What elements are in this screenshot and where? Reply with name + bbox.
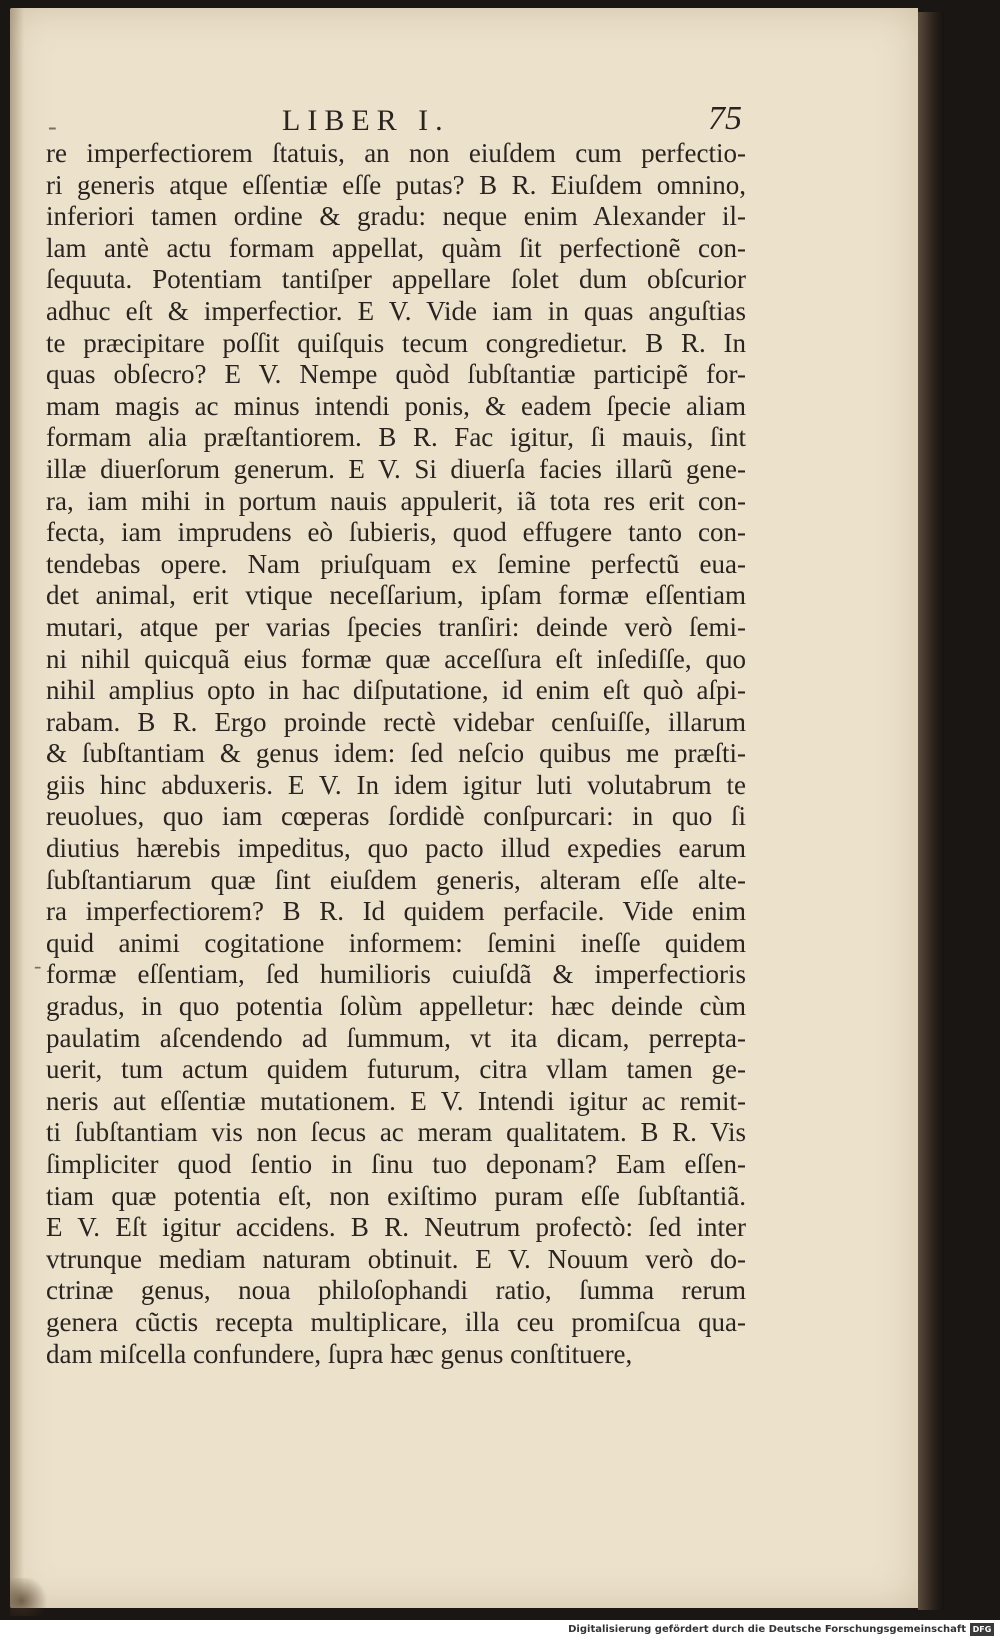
text-line: quid animi cogitatione informem: ſemini ineſſe quidem bbox=[46, 927, 746, 958]
dfg-logo: DFG bbox=[970, 1623, 994, 1636]
text-line: reuolues, quo iam cœperas ſordidè conſpurcari: in quo ſi bbox=[46, 801, 746, 832]
body-text bbox=[46, 138, 746, 1370]
text-line: dam miſcella confundere, ſupra hæc genus conſtituere, bbox=[46, 1338, 633, 1369]
text-line: ra imperfectiorem? B R. Id quidem perfacile. Vide enim bbox=[46, 896, 746, 927]
text-line: fecta, iam imprudens eò ſubieris, quod effugere tanto con- bbox=[46, 517, 746, 548]
text-line: uerit, tum actum quidem futurum, citra vllam tamen ge- bbox=[46, 1054, 746, 1085]
running-header bbox=[42, 100, 742, 140]
text-line: & ſubſtantiam & genus idem: ſed neſcio quibus me præſti- bbox=[46, 738, 746, 769]
page-number: 75 bbox=[708, 100, 742, 137]
text-line: gradus, in quo potentia ſolùm appelletur: hæc deinde cùm bbox=[46, 991, 746, 1022]
text-line: illæ diuerſorum generum. E V. Si diuerſa facies illarũ gene- bbox=[46, 453, 746, 484]
text-line: paulatim aſcendendo ad ſummum, vt ita dicam, perrepta- bbox=[46, 1022, 746, 1053]
text-line: nihil amplius opto in hac diſputatione, id enim eſt quò aſpi- bbox=[46, 675, 746, 706]
text-line: inferiori tamen ordine & gradu: neque enim Alexander il- bbox=[46, 201, 746, 232]
text-line: ſimpliciter quod ſentio in ſinu tuo deponam? Eam eſſen- bbox=[46, 1149, 746, 1179]
book-page bbox=[10, 8, 918, 1608]
text-line: formam alia præſtantiorem. B R. Fac igitur, ſi mauis, ſint bbox=[46, 422, 746, 453]
text-line: ſubſtantiarum quæ ſint eiuſdem generis, alteram eſſe alte- bbox=[46, 864, 746, 895]
text-line: vtrunque mediam naturam obtinuit. E V. Nouum verò do- bbox=[46, 1243, 746, 1274]
footer-bar bbox=[0, 1620, 1000, 1643]
text-line: ſequuta. Potentiam tantiſper appellare ſolet dum obſcurior bbox=[46, 264, 746, 295]
text-line: te præcipitare poſſit quiſquis tecum congredietur. B R. In bbox=[46, 327, 746, 358]
text-line: genera cũctis recepta multiplicare, illa ceu promiſcua qua- bbox=[46, 1306, 746, 1337]
text-line: E V. Eſt igitur accidens. B R. Neutrum profectò: ſed inter bbox=[46, 1212, 746, 1243]
text-line: ti ſubſtantiam vis non ſecus ac meram qualitatem. B R. Vis bbox=[46, 1117, 746, 1148]
text-line: ni nihil quicquã eius formæ quæ acceſſura eſt inſediſſe, quo bbox=[46, 643, 746, 674]
margin-mark: - bbox=[34, 953, 42, 978]
text-line: tendebas opere. Nam priuſquam ex ſemine perfectũ eua- bbox=[46, 548, 746, 579]
text-line: tiam quæ potentia eſt, non exiſtimo puram eſſe ſubſtantiã. bbox=[46, 1180, 746, 1211]
text-line: ri generis atque eſſentiæ eſſe putas? B R. Eiuſdem omnino, bbox=[46, 169, 746, 200]
text-line: mutari, atque per varias ſpecies tranſiri: deinde verò ſemi- bbox=[46, 611, 746, 642]
header-ornament: - bbox=[48, 112, 57, 141]
text-line: re imperfectiorem ſtatuis, an non eiuſdem cum perfectio- bbox=[46, 138, 746, 168]
page-stain bbox=[10, 1578, 50, 1616]
text-line: formæ eſſentiam, ſed humilioris cuiuſdã & imperfectioris bbox=[46, 959, 746, 990]
text-line: adhuc eſt & imperfectior. E V. Vide iam in quas anguſtias bbox=[46, 295, 746, 326]
text-line: ra, iam mihi in portum nauis appulerit, iã tota res erit con- bbox=[46, 485, 746, 516]
text-line: lam antè actu formam appellat, quàm ſit perfectionẽ con- bbox=[46, 232, 746, 263]
funding-credit: Digitalisierung gefördert durch die Deutsche Forschungsgemeinschaft bbox=[568, 1624, 966, 1635]
text-line: diutius hærebis impeditus, quo pacto illud expedies earum bbox=[46, 833, 746, 864]
text-line: mam magis ac minus intendi ponis, & eadem ſpecie aliam bbox=[46, 390, 746, 421]
page-shadow bbox=[10, 8, 24, 1608]
text-line: quas obſecro? E V. Nempe quòd ſubſtantiæ participẽ for- bbox=[46, 359, 746, 390]
running-title: LIBER I. bbox=[282, 104, 450, 137]
book-spine bbox=[918, 12, 944, 1610]
text-line: neris aut eſſentiæ mutationem. E V. Intendi igitur ac remit- bbox=[46, 1085, 746, 1116]
text-line: ctrinæ genus, noua philoſophandi ratio, ſumma rerum bbox=[46, 1275, 746, 1306]
text-line: det animal, erit vtique neceſſarium, ipſam formæ eſſentiam bbox=[46, 580, 746, 611]
text-line: rabam. B R. Ergo proinde rectè videbar cenſuiſſe, illarum bbox=[46, 706, 746, 737]
text-line: giis hinc abduxeris. E V. In idem igitur luti volutabrum te bbox=[46, 769, 746, 800]
